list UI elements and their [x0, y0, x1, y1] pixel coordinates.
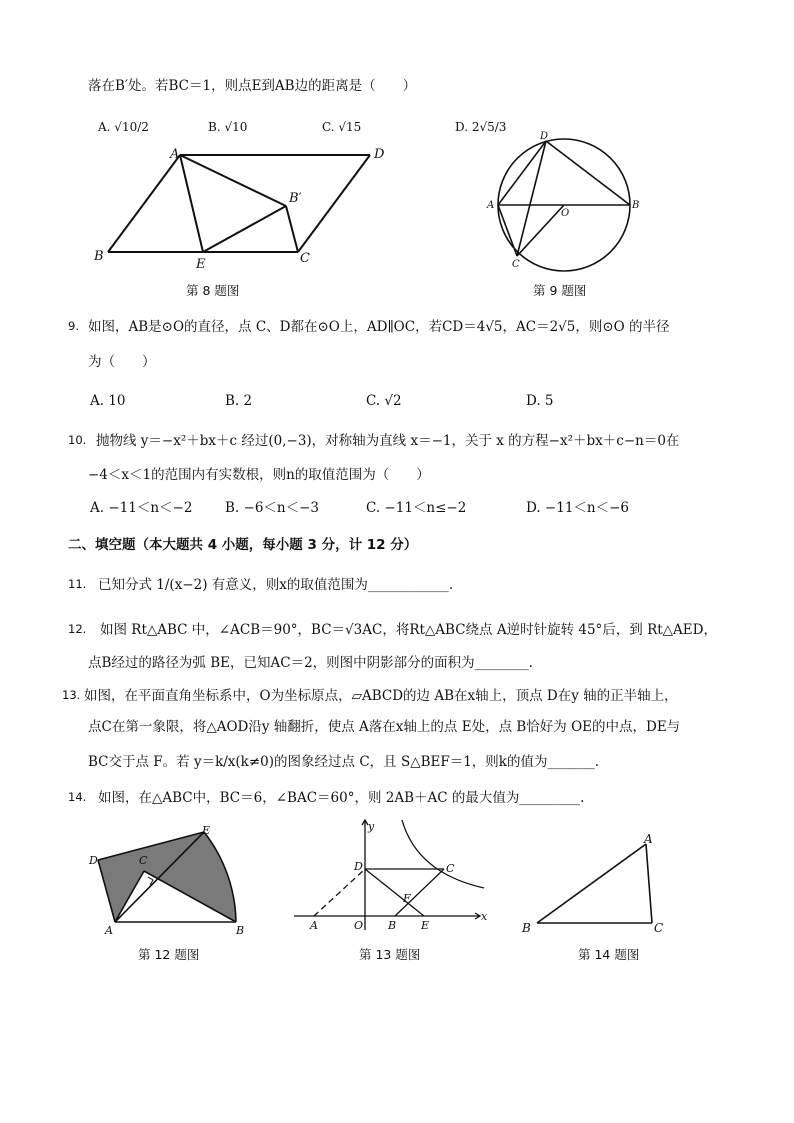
- q8-option-b: B. √10: [208, 120, 248, 134]
- q13-line1: 如图，在平面直角坐标系中，O为坐标原点，▱ABCD的边 AB在x轴上，顶点 D在y 轴的正半轴上，: [84, 688, 678, 704]
- q9-line1: 如图，AB是⊙O的直径，点 C、D都在⊙O上，AD∥OC，若CD＝4√5，AC＝2√5，则⊙O 的半径: [88, 319, 670, 335]
- q8-option-a: A. √10/2: [98, 120, 149, 134]
- fig14-label-c: C: [654, 921, 664, 935]
- fig13-label-a: A: [310, 919, 318, 932]
- fig12-caption: 第 12 题图: [138, 947, 200, 962]
- q14-number: 14.: [68, 790, 87, 804]
- fig12-label-e: E: [202, 824, 211, 837]
- q14-text: 如图，在△ABC中，BC＝6，∠BAC＝60°，则 2AB＋AC 的最大值为_________.: [98, 790, 585, 806]
- fig12-label-c: C: [139, 854, 148, 867]
- fig12-label-a: A: [105, 924, 113, 937]
- fig14-label-a: A: [644, 832, 653, 846]
- fig13-label-f: F: [403, 892, 411, 905]
- q11-text: 已知分式 1/(x−2) 有意义，则x的取值范围为____________.: [98, 577, 454, 593]
- fig13-label-d: D: [354, 860, 363, 873]
- fig9-label-a: A: [487, 200, 495, 211]
- fig9-label-d: D: [540, 131, 549, 142]
- fig9-label-c: C: [512, 259, 520, 270]
- fig13-label-o: O: [354, 919, 364, 932]
- q10-line2: −4＜x＜1的范围内有实数根，则n的取值范围为（ ）: [88, 467, 430, 483]
- figure-13: [292, 818, 492, 938]
- q10-option-d: D. −11＜n＜−6: [526, 500, 630, 516]
- q12-line1: 如图 Rt△ABC 中，∠ACB＝90°，BC＝√3AC，将Rt△ABC绕点 A逆时针旋转 45°后，到 Rt△AED，: [100, 622, 717, 638]
- q10-number: 10.: [68, 433, 87, 447]
- q9-option-b: B. 2: [225, 393, 253, 409]
- q10-option-a: A. −11＜n＜−2: [90, 500, 193, 516]
- fig13-label-b: B: [388, 919, 397, 932]
- fig13-label-y: y: [368, 820, 375, 833]
- q10-line1: 抛物线 y＝−x²＋bx＋c 经过(0,−3)，对称轴为直线 x＝−1，关于 x 的方程−x²＋bx＋c−n＝0在: [96, 433, 680, 449]
- figure-8: [90, 142, 390, 272]
- figure-9: [482, 128, 642, 276]
- q13-line2: 点C在第一象限，将△AOD沿y 轴翻折，使点 A落在x轴上的点 E处，点 B恰好为 OE的中点，DE与: [88, 719, 681, 735]
- fig14-caption: 第 14 题图: [578, 947, 640, 962]
- q9-option-c: C. √2: [366, 393, 402, 409]
- fig9-label-b: B: [632, 200, 640, 211]
- q12-line2: 点B经过的路径为弧 BE，已知AC＝2，则图中阴影部分的面积为________.: [88, 655, 533, 671]
- q8-option-d: D. 2√5/3: [455, 120, 507, 134]
- fig13-label-x: x: [481, 910, 488, 923]
- fig13-label-e: E: [421, 919, 430, 932]
- fig8-label-bprime: B′: [289, 191, 302, 206]
- q9-option-d: D. 5: [526, 393, 554, 409]
- section-2-heading: 二、填空题（本大题共 4 小题，每小题 3 分，计 12 分）: [68, 537, 418, 553]
- fig8-label-e: E: [196, 257, 206, 272]
- fig9-caption: 第 9 题图: [533, 283, 587, 298]
- figure-12: [86, 822, 256, 938]
- fig8-label-b: B: [94, 249, 104, 264]
- figure-14: [520, 830, 670, 938]
- q12-number: 12.: [68, 622, 87, 636]
- fig13-label-c: C: [446, 862, 455, 875]
- q10-option-c: C. −11＜n≤−2: [366, 500, 467, 516]
- fig12-label-b: B: [236, 924, 245, 937]
- q10-option-b: B. −6＜n＜−3: [225, 500, 319, 516]
- q11-number: 11.: [68, 577, 87, 591]
- fig8-label-d: D: [374, 147, 385, 162]
- q9-number: 9.: [68, 319, 79, 333]
- q9-line2: 为（ ）: [88, 354, 156, 370]
- q9-option-a: A. 10: [90, 393, 126, 409]
- q13-number: 13.: [62, 688, 81, 702]
- fig14-label-b: B: [522, 921, 531, 935]
- fig8-label-c: C: [300, 251, 310, 266]
- fig8-label-a: A: [170, 147, 180, 162]
- q8-tail-text: 落在B′处。若BC＝1，则点E到AB边的距离是（ ）: [88, 78, 417, 94]
- fig9-label-o: O: [561, 208, 570, 219]
- q13-line3: BC交于点 F。若 y＝k/x(k≠0)的图象经过点 C，且 S△BEF＝1，则k的值为_______.: [88, 754, 600, 770]
- q8-option-c: C. √15: [322, 120, 362, 134]
- fig12-label-d: D: [89, 854, 98, 867]
- fig8-caption: 第 8 题图: [186, 283, 240, 298]
- fig13-caption: 第 13 题图: [359, 947, 421, 962]
